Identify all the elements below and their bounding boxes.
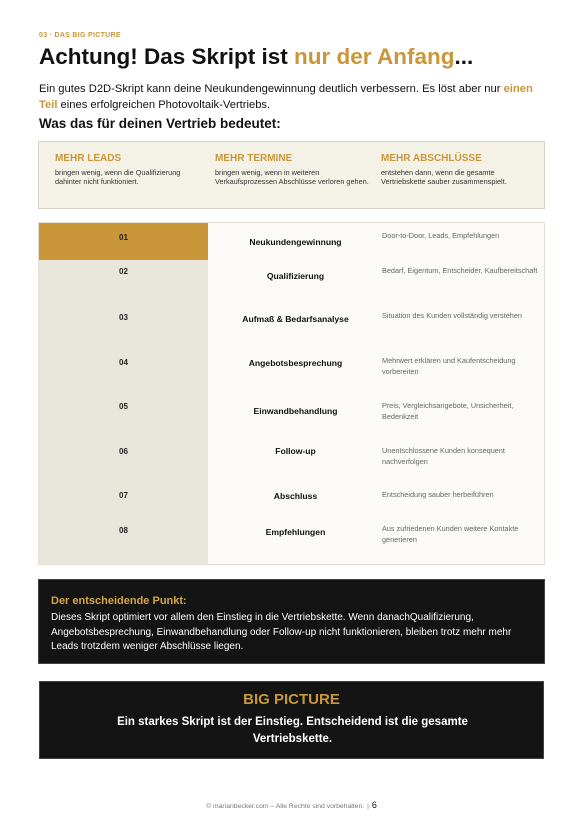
stage-name: Aufmaß & Bedarfsanalyse	[242, 314, 349, 324]
benefit-title: MEHR LEADS	[55, 153, 122, 164]
page-number: 6	[371, 800, 377, 810]
intro-text-1: Ein gutes D2D-Skript kann deine Neukundengewinnung deutlich verbessern. Es löst aber nur	[39, 83, 504, 95]
stage-description: Situation des Kunden vollständig verstehen	[382, 311, 522, 320]
page-title	[39, 44, 473, 70]
intro-highlight: einen Teil	[39, 83, 533, 111]
stage-number: 03	[119, 313, 128, 322]
stage-number: 02	[119, 267, 128, 276]
big-picture-title: BIG PICTURE	[243, 691, 340, 708]
intro-text-2: eines erfolgreichen Photovoltaik-Vertriebs.	[57, 98, 271, 111]
big-picture-callout	[39, 681, 544, 759]
key-point-text: Dieses Skript optimiert vor allem den Einstieg in die Vertriebskette. Wenn danachQualifizierung, Angebotsbesprechung, Einwandbehandlung oder Follow-up nicht funktionieren, bleiben trotz mehr mehr Leads trotzdem weniger Abschlüsse liegen.	[51, 612, 512, 652]
stage-name: Qualifizierung	[266, 271, 325, 281]
big-picture-text: Ein starkes Skript ist der Einstieg. Entscheidend ist die gesamte Vertriebskette.	[117, 716, 468, 745]
key-point-title: Der entscheidende Punkt:	[51, 595, 187, 607]
stage-number: 04	[119, 358, 128, 367]
stage-description: Aus zufriedenen Kunden weitere Kontakte generieren	[382, 524, 519, 544]
stage-description: Preis, Vergleichsangebote, Unsicherheit, Bedenkzeit	[382, 401, 514, 421]
page-footer	[0, 800, 583, 810]
benefit-closings	[381, 153, 531, 186]
stage-name: Neukundengewinnung	[249, 237, 342, 247]
stage-description: Bedarf, Eigentum, Entscheider, Kaufbereitschaft	[382, 266, 538, 275]
sales-chain-table	[38, 222, 545, 565]
stage-description: Entscheidung sauber herbeiführen	[382, 490, 494, 499]
stage-number: 01	[119, 233, 128, 242]
stage-number: 06	[119, 447, 128, 456]
benefit-leads	[55, 153, 205, 186]
stage-name: Follow-up	[275, 446, 316, 456]
stage-number: 08	[119, 526, 128, 535]
benefit-title: MEHR ABSCHLÜSSE	[381, 153, 482, 164]
stage-name: Einwandbehandlung	[253, 406, 338, 416]
stage-name: Abschluss	[273, 491, 318, 501]
stage-name: Angebotsbesprechung	[248, 358, 343, 368]
section-subheading: Was das für deinen Vertrieb bedeutet:	[39, 116, 281, 131]
title-start: Achtung! Das Skript ist	[39, 44, 295, 69]
stage-number: 07	[119, 491, 128, 500]
stage-description: Unentschlossene Kunden konsequent nachverfolgen	[382, 446, 505, 466]
title-end: ...	[454, 44, 474, 69]
stage-name: Empfehlungen	[265, 527, 326, 537]
key-point-callout	[38, 579, 545, 664]
stage-description: Mehrwert erklären und Kaufentscheidung vorbereiten	[382, 356, 516, 376]
footer-copyright: © marianbecker.com – Alle Rechte sind vorbehalten.	[206, 803, 365, 810]
footer-separator: |	[367, 803, 369, 810]
benefits-panel	[38, 141, 545, 209]
stage-number: 05	[119, 402, 128, 411]
benefit-title: MEHR TERMINE	[215, 153, 293, 164]
benefit-text: entstehen dann, wenn die gesamte Vertriebskette sauber zusammenspielt.	[381, 168, 507, 186]
section-kicker: 03 · DAS BIG PICTURE	[39, 32, 121, 39]
benefit-text: bringen wenig, wenn die Qualifizierung dahinter nicht funktioniert.	[55, 168, 181, 186]
stage-description: Door-to-Door, Leads, Empfehlungen	[382, 231, 500, 240]
benefit-text: bringen wenig, wenn in weiteren Verkaufsprozessen Abschlüsse verloren gehen.	[215, 168, 369, 186]
benefit-appointments	[215, 153, 370, 186]
intro-paragraph	[39, 82, 549, 113]
title-highlight: nur der Anfang	[294, 44, 455, 69]
